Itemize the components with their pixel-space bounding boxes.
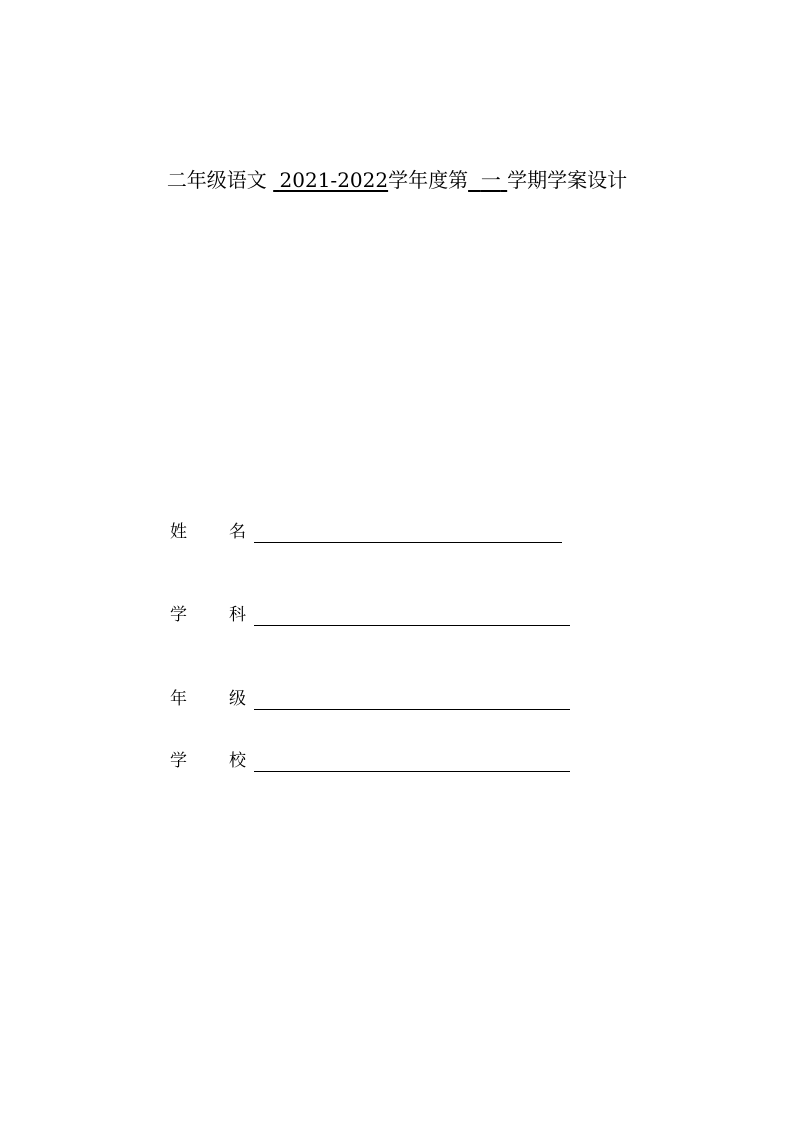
grade-input-line[interactable] — [254, 709, 570, 710]
school-input-line[interactable] — [254, 771, 570, 772]
name-input-line[interactable] — [254, 542, 562, 543]
document-title — [0, 166, 794, 194]
school-year-blank — [273, 168, 388, 192]
term-value: 一 — [480, 168, 501, 192]
subject-label: 学 科 — [170, 605, 246, 625]
title-middle: 学年度第 — [388, 168, 469, 192]
title-suffix: 学期学案设计 — [507, 168, 628, 192]
school-label: 学 校 — [170, 751, 246, 771]
subject-input-line[interactable] — [254, 625, 570, 626]
title-prefix: 二年级语文 — [166, 168, 274, 192]
grade-label: 年 级 — [170, 689, 246, 709]
school-year-value: 2021-2022 — [279, 168, 389, 192]
term-blank — [468, 168, 507, 192]
name-label: 姓 名 — [170, 522, 246, 542]
